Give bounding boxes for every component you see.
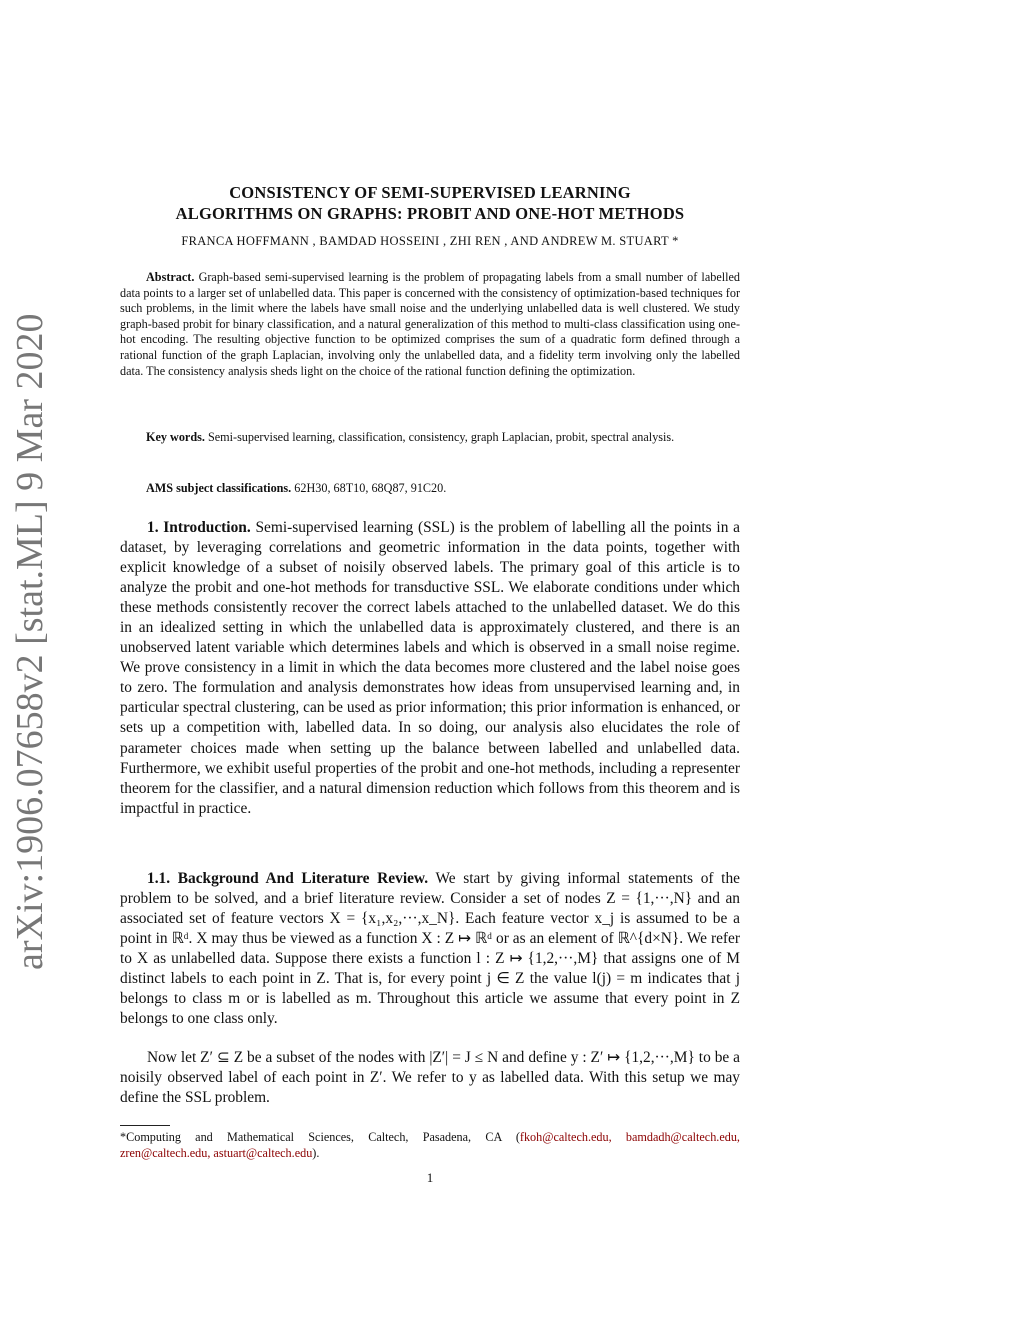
author-emails-link[interactable]: fkoh@caltech.edu, bamdadh@caltech.edu, zren@caltech.edu, astuart@caltech.edu <box>120 1130 740 1160</box>
title-line-1: CONSISTENCY OF SEMI-SUPERVISED LEARNING <box>229 183 631 202</box>
background-heading: 1.1. Background And Literature Review. <box>147 870 429 887</box>
footnote-prefix: *Computing and Mathematical Sciences, Caltech, Pasadena, CA ( <box>120 1130 520 1144</box>
ssl-setup-paragraph <box>120 1048 740 1108</box>
keywords-text: Semi-supervised learning, classification, consistency, graph Laplacian, probit, spectral analysis. <box>207 430 675 444</box>
ssl-setup-text: Now let Z′ ⊆ Z be a subset of the nodes with |Z′| = J ≤ N and define y : Z′ ↦ {1,2,···,M} to be a noisily observed label of each point in Z′. We refer to y as labelled data. With this setup we may define the SSL problem. <box>120 1049 740 1107</box>
abstract <box>120 270 740 379</box>
ams-label: AMS subject classifications. <box>146 481 292 495</box>
keywords <box>120 430 740 446</box>
keywords-label: Key words. <box>146 430 205 444</box>
paper-title <box>120 182 740 224</box>
affiliation-footnote <box>120 1130 740 1161</box>
background-paragraph: We start by giving informal statements of the problem to be solved, and a brief literature review. Consider a set of nodes Z = {1,···,N} and an associated set of feature vectors X = {x₁,x₂,···,x_N}. Each feature vector x_j is assumed to be a point in ℝᵈ. X may thus be viewed as a function X : Z ↦ ℝᵈ or as an element of ℝ^{d×N}. We refer to X as unlabelled data. Suppose there exists a function l : Z ↦ {1,2,···,M} that assigns one of M distinct labels to each point in Z. That is, for every point j ∈ Z the value l(j) = m indicates that j belongs to class m or is labelled as m. Throughout this article we assume that every point in Z belongs to one class only. <box>120 870 740 1028</box>
introduction-heading: 1. Introduction. <box>147 519 251 536</box>
footnote-divider <box>120 1125 170 1126</box>
page-number: 1 <box>426 1170 434 1185</box>
introduction-paragraph: Semi-supervised learning (SSL) is the problem of labelling all the points in a dataset, by leveraging correlations and geometric information in the data points, together with explicit knowledge of a subset of noisily observed labels. The primary goal of this article is to analyze the probit and one-hot methods for transductive SSL. We elaborate conditions under which these methods consistently recover the correct labels attached to the unlabelled dataset. We do this in an idealized setting in which the unlabelled data is approximately clustered, and there is an unobserved latent variable which determines labels and which is observed in a small noise regime. We prove consistency in a limit in which the data becomes more clustered and the label noise goes to zero. The formulation and analysis demonstrates how ideas from unsupervised learning and, in particular spectral clustering, can be used as prior information; this prior information is enhanced, or sets up a competition with, labelled data. In so doing, our analysis also elucidates the role of parameter choices made when setting up the balance between labelled and unlabelled data. Furthermore, we exhibit useful properties of the probit and one-hot methods, including a representer theorem for the classifier, and a natural dimension reduction which follows from this theorem and is impactful in practice. <box>120 519 740 817</box>
arxiv-identifier[interactable]: arXiv:1906.07658v2 [stat.ML] 9 Mar 2020 <box>9 313 51 970</box>
title-line-2: ALGORITHMS ON GRAPHS: PROBIT AND ONE-HOT METHODS <box>175 204 685 223</box>
abstract-label: Abstract. <box>146 270 195 284</box>
ams-text: 62H30, 68T10, 68Q87, 91C20. <box>294 481 447 495</box>
abstract-text: Graph-based semi-supervised learning is the problem of propagating labels from a small number of labelled data points to a larger set of unlabelled data. This paper is concerned with the consistency of optimization-based techniques for such problems, in the limit where the labels have small noise and the underlying unlabelled data is well clustered. We study graph-based probit for binary classification, and a natural generalization of this method to multi-class classification using one-hot encoding. The resulting objective function to be optimized comprises the sum of a quadratic form defined through a rational function of the graph Laplacian, involving only the unlabelled data, and a fidelity term involving only the labelled data. The consistency analysis sheds light on the choice of the rational function defining the optimization. <box>120 270 741 378</box>
background-section <box>120 869 740 1029</box>
introduction-section <box>120 518 740 819</box>
footnote-suffix: ). <box>312 1145 320 1160</box>
author-list: FRANCA HOFFMANN , BAMDAD HOSSEINI , ZHI REN , AND ANDREW M. STUART * <box>181 234 679 248</box>
ams-classifications <box>120 481 740 497</box>
